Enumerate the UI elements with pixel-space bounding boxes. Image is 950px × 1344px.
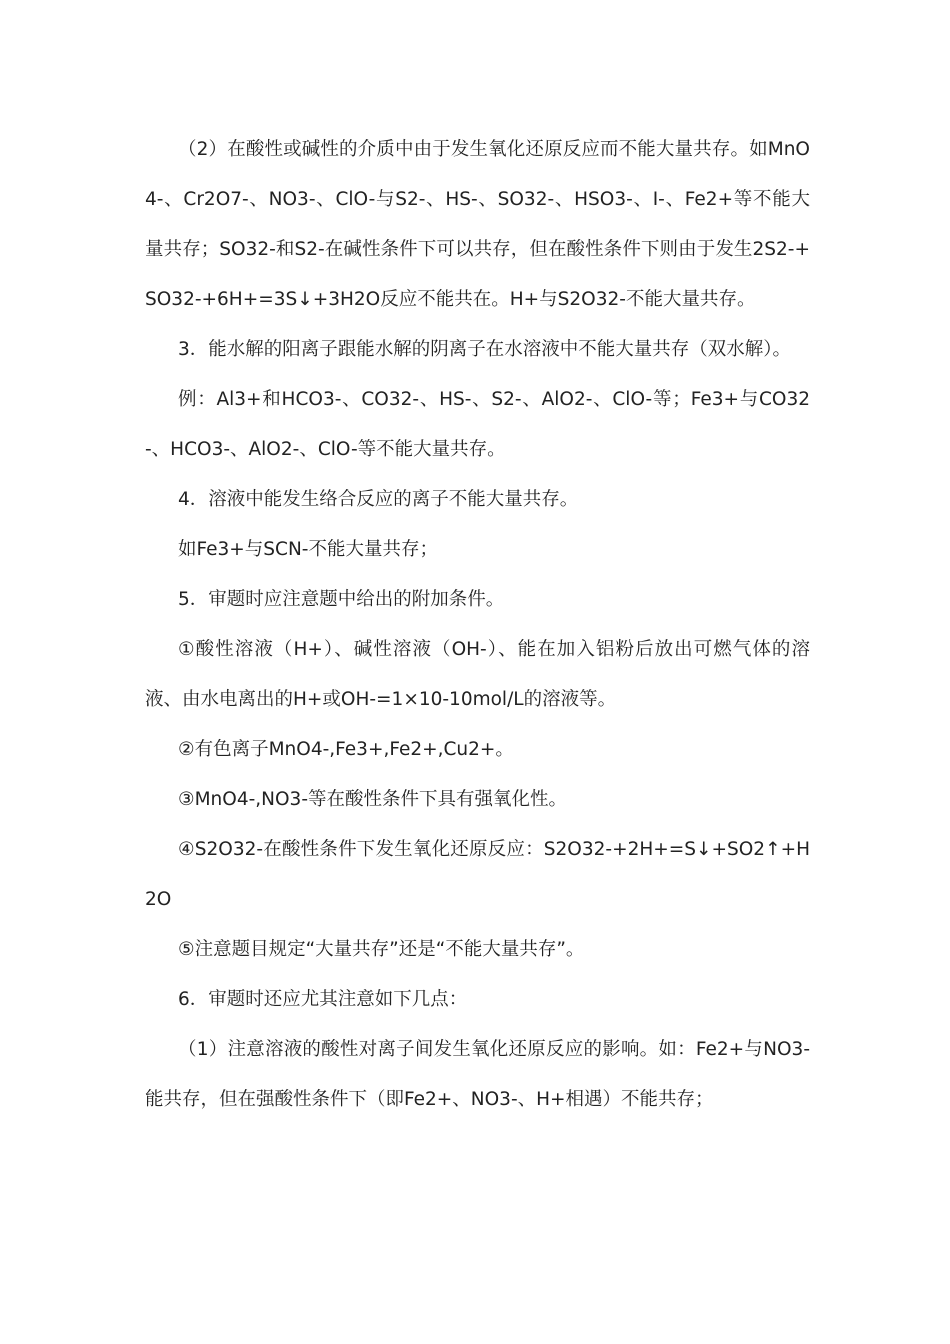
paragraph-note-1: （1）注意溶液的酸性对离子间发生氧化还原反应的影响。如：Fe2+与NO3-能共存，但在强酸性条件下（即Fe2+、NO3-、H+相遇）不能共存； (145, 1039, 810, 1110)
paragraph-condition-3: ③MnO4-,NO3-等在酸性条件下具有强氧化性。 (178, 789, 568, 810)
paragraph-redox-coexistence: （2）在酸性或碱性的介质中由于发生氧化还原反应而不能大量共存。如MnO4-、Cr2O7-、NO3-、ClO-与S2-、HS-、SO32-、HSO3-、I-、Fe2+等不能大量共存；SO32-和S2-在碱性条件下可以共存，但在酸性条件下则由于发生2S2-+SO32-+6H+=3S↓+3H2O反应不能共在。H+与S2O32-不能大量共存。 (145, 139, 810, 310)
paragraph-3-double-hydrolysis: 3．能水解的阳离子跟能水解的阴离子在水溶液中不能大量共存（双水解）。 (178, 339, 792, 360)
paragraph-6-notes: 6．审题时还应尤其注意如下几点： (178, 989, 468, 1010)
paragraph-4-complexation: 4．溶液中能发生络合反应的离子不能大量共存。 (178, 489, 579, 510)
paragraph-condition-2: ②有色离子MnO4-,Fe3+,Fe2+,Cu2+。 (178, 739, 514, 760)
paragraph-hydrolysis-examples: 例：Al3+和HCO3-、CO32-、HS-、S2-、AlO2-、ClO-等；Fe3+与CO32-、HCO3-、AlO2-、ClO-等不能大量共存。 (145, 389, 810, 460)
document-body (145, 125, 810, 1125)
paragraph-condition-4: ④S2O32-在酸性条件下发生氧化还原反应：S2O32-+2H+=S↓+SO2↑+H2O (145, 839, 810, 910)
paragraph-complexation-example: 如Fe3+与SCN-不能大量共存； (178, 539, 438, 560)
paragraph-5-conditions: 5．审题时应注意题中给出的附加条件。 (178, 589, 505, 610)
paragraph-condition-1: ①酸性溶液（H+）、碱性溶液（OH-）、能在加入铝粉后放出可燃气体的溶液、由水电离出的H+或OH-=1×10-10mol/L的溶液等。 (145, 639, 810, 710)
paragraph-condition-5: ⑤注意题目规定“大量共存”还是“不能大量共存”。 (178, 939, 585, 960)
